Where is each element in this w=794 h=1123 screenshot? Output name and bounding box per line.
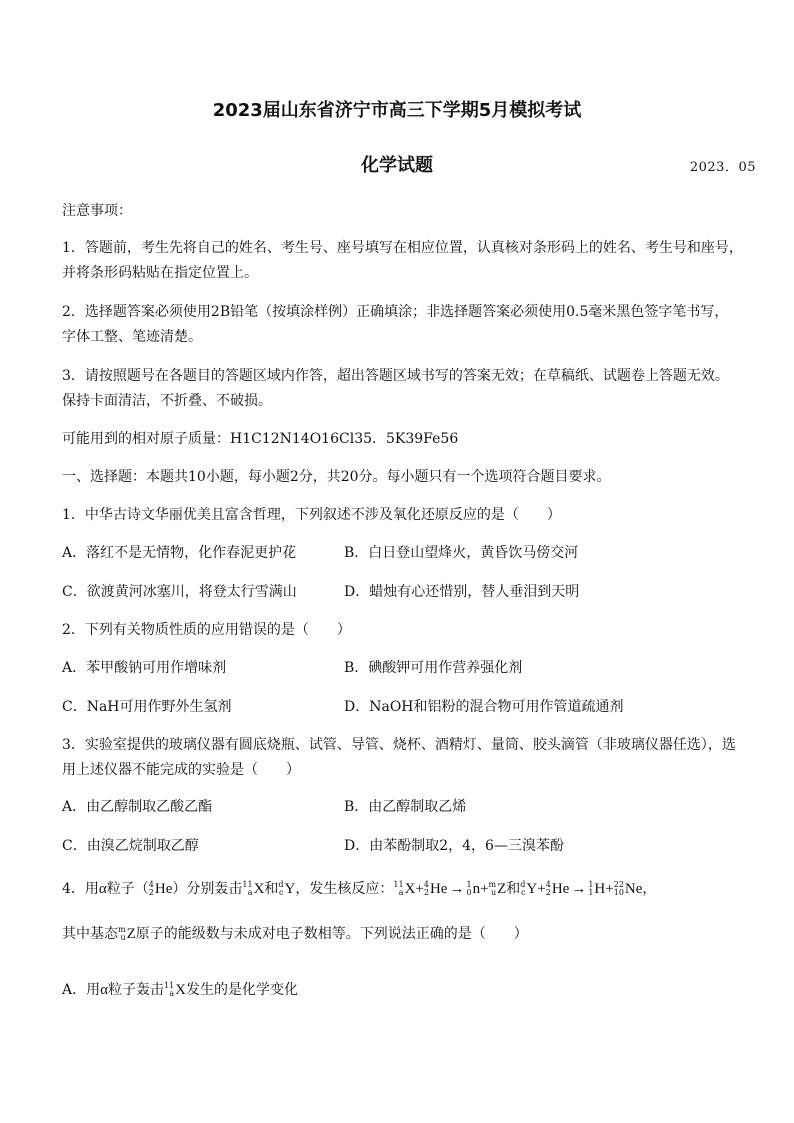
section-1-heading: 一、选择题：本题共10小题，每小题2分，共20分。每小题只有一个选项符合题目要求。 bbox=[62, 469, 611, 485]
option-a-isotope-x: 11 a X bbox=[163, 981, 187, 998]
equation-isotope-y: d c Y bbox=[520, 880, 538, 897]
hydrogen-1: 1 1 H bbox=[588, 880, 606, 897]
question-3-stem-line-1: 3．实验室提供的玻璃仪器有圆底烧瓶、试管、导管、烧杯、酒精灯、量筒、胶头滴管（非玻璃仪器任选），选 bbox=[62, 737, 736, 753]
isotope-z: m u Z bbox=[488, 880, 507, 897]
notice-heading: 注意事项： bbox=[62, 203, 132, 219]
question-3-stem-line-2: 用上述仪器不能完成的实验是（ ） bbox=[62, 762, 300, 778]
equation-helium-1: 4 2 He bbox=[423, 880, 448, 897]
exam-subtitle: 化学试题 bbox=[361, 155, 433, 176]
helium-4-isotope: 4 2 He bbox=[148, 880, 173, 897]
question-3-option-b: B．由乙醇制取乙烯 bbox=[344, 799, 467, 815]
question-3-option-a: A．由乙醇制取乙酸乙酯 bbox=[62, 799, 213, 815]
reaction-arrow-1: → bbox=[449, 881, 465, 897]
question-3-option-c: C．由溴乙烷制取乙醇 bbox=[62, 838, 199, 854]
equation-isotope-x: 11 a X bbox=[393, 880, 416, 897]
question-1-option-a: A．落红不是无情物，化作春泥更护花 bbox=[62, 545, 297, 561]
question-1-option-b: B．白日登山望烽火，黄昏饮马傍交河 bbox=[344, 545, 579, 561]
question-2-option-b: B．碘酸钾可用作营养强化剂 bbox=[344, 660, 523, 676]
reaction-arrow-2: → bbox=[571, 881, 587, 897]
notice-item-2-line-2: 字体工整、笔迹清楚。 bbox=[62, 329, 202, 345]
isotope-x: 11 a X bbox=[242, 880, 265, 897]
notice-item-2-line-1: 2．选择题答案必须使用2B铅笔（按填涂样例）正确填涂；非选择题答案必须使用0.5毫米黑色签字笔书写， bbox=[62, 304, 729, 320]
exam-title: 2023届山东省济宁市高三下学期5月模拟考试 bbox=[212, 100, 582, 121]
alpha-symbol: α bbox=[98, 881, 107, 897]
exam-date: 2023．05 bbox=[689, 160, 756, 175]
neon-22: 22 10 Ne bbox=[613, 880, 643, 897]
notice-item-3-line-1: 3．请按照题号在各题目的答题区域内作答，超出答题区域书写的答案无效；在草稿纸、试题卷上答题无效。 bbox=[62, 368, 729, 384]
question-4-stem-line-2: 其中基态 m u Z 原子的能级数与未成对电子数相等。下列说法正确的是（ ） bbox=[62, 925, 528, 942]
notice-item-1-line-1: 1．答题前，考生先将自己的姓名、考生号、座号填写在相应位置，认真核对条形码上的姓名、考生号和座号， bbox=[62, 240, 743, 256]
question-2-stem: 2．下列有关物质性质的应用错误的是（ ） bbox=[62, 622, 351, 638]
question-1-option-d: D．蜡烛有心还惜别，替人垂泪到天明 bbox=[344, 584, 580, 600]
equation-helium-2: 4 2 He bbox=[545, 880, 570, 897]
question-1-stem: 1．中华古诗文华丽优美且富含哲理，下列叙述不涉及氧化还原反应的是（ ） bbox=[62, 507, 561, 523]
isotope-y: d c Y bbox=[278, 880, 296, 897]
question-4-option-a: A．用α粒子轰击 11 a X 发生的是化学变化 bbox=[62, 981, 299, 998]
question-2-option-c: C．NaH可用作野外生氢剂 bbox=[62, 699, 232, 715]
question-1-option-c: C．欲渡黄河冰塞川，将登太行雪满山 bbox=[62, 584, 297, 600]
atomic-masses: 可能用到的相对原子质量：H1C12N14O16Cl35．5K39Fe56 bbox=[62, 431, 459, 447]
notice-item-1-line-2: 并将条形码粘贴在指定位置上。 bbox=[62, 265, 258, 281]
question-4-stem-line-1: 4．用α粒子（ 4 2 He ）分别轰击 11 a X 和 d c Y ，发生核反应： 11 a X + 4 2 He → 1 0 n + m u Z 和 d c Y + 4 2 He → 1 1 H + 22 10 Ne ， bbox=[62, 880, 657, 897]
question-3-option-d: D．由苯酚制取2，4，6—三溴苯酚 bbox=[344, 838, 564, 854]
question-2-option-a: A．苯甲酸钠可用作增味剂 bbox=[62, 660, 227, 676]
notice-item-3-line-2: 保持卡面清洁，不折叠、不破损。 bbox=[62, 393, 272, 409]
z-atom: m u Z bbox=[118, 925, 136, 942]
neutron: 1 0 n bbox=[466, 880, 481, 897]
question-2-option-d: D．NaOH和铝粉的混合物可用作管道疏通剂 bbox=[344, 699, 624, 715]
